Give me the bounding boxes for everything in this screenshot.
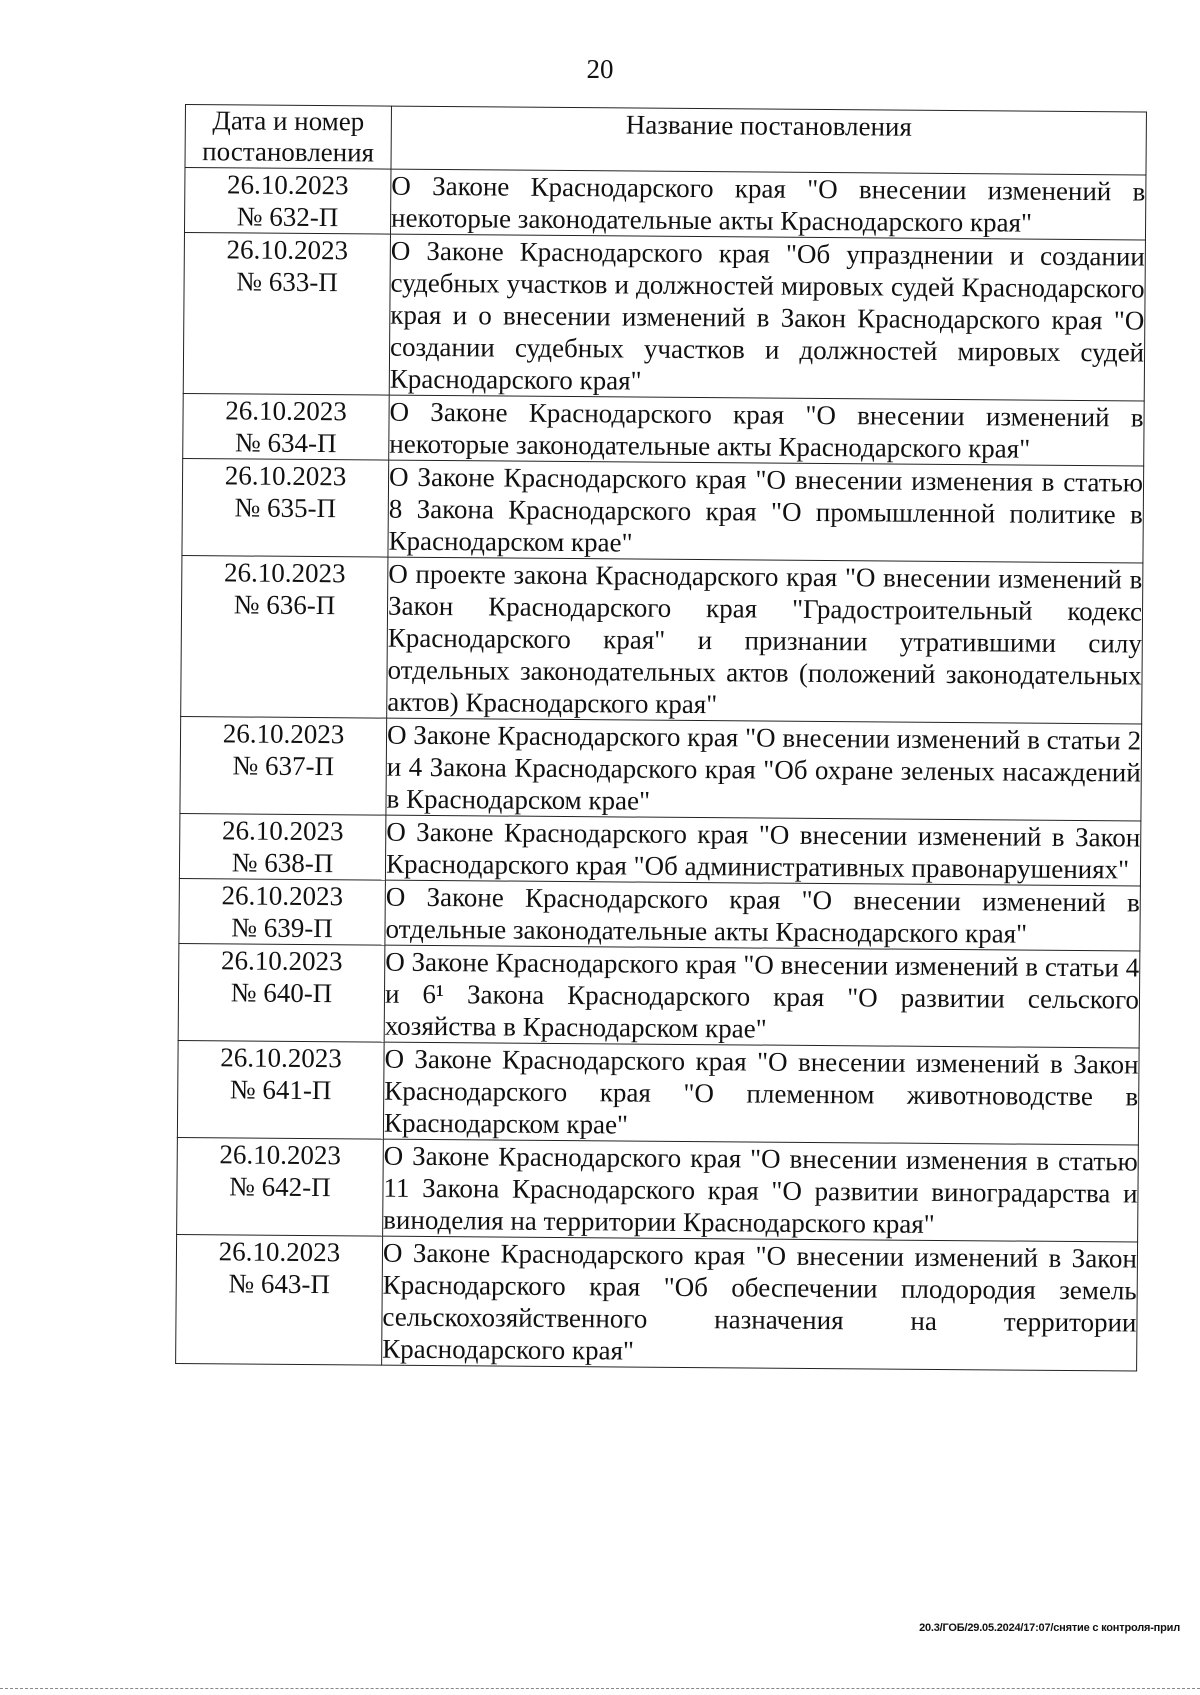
- resolution-title: О Законе Краснодарского края "О внесении изменений в Закон Краснодарского края "Об административных правонарушениях": [385, 816, 1141, 885]
- table-row: [182, 458, 1144, 563]
- resolution-number: № 634-П: [234, 427, 337, 459]
- resolution-number: № 639-П: [231, 912, 333, 944]
- resolution-number: № 642-П: [229, 1171, 331, 1203]
- resolution-title: О Законе Краснодарского края "О внесении изменений в отдельные законодательные акты Краснодарского края": [385, 880, 1140, 951]
- resolution-number: № 641-П: [229, 1074, 332, 1106]
- resolution-title: О Законе Краснодарского края "О внесении изменения в статью 8 Закона Краснодарского края "О промышленной политике в Краснодарском крае": [388, 460, 1144, 563]
- resolution-title: О Законе Краснодарского края "О внесении изменений в статьи 2 и 4 Закона Краснодарского края "Об охране зеленых насаждений в Краснодарском крае": [386, 718, 1142, 821]
- table-row: [179, 813, 1140, 886]
- resolution-date-number: [176, 1234, 383, 1365]
- document-footer-code: 20.3/ГОБ/29.05.2024/17:07/снятие с контроля-прил: [919, 1622, 1180, 1634]
- header-resolution-title: Название постановления: [391, 106, 1146, 175]
- resolution-number: № 635-П: [234, 492, 337, 524]
- scan-edge-line: [0, 1688, 1200, 1690]
- page-number: 20: [586, 54, 614, 84]
- resolution-date-number: [182, 458, 389, 557]
- table-row: [178, 943, 1140, 1048]
- resolution-title: О Законе Краснодарского края "О внесении изменения в статью 11 Закона Краснодарского края "О развитии виноградарства и виноделия на территории Краснодарского края": [383, 1139, 1139, 1242]
- resolution-number: № 636-П: [233, 589, 336, 621]
- table-row: [183, 393, 1144, 466]
- resolution-date: 26.10.2023: [220, 945, 343, 977]
- resolution-date: 26.10.2023: [222, 718, 345, 750]
- table-row: [177, 1040, 1139, 1145]
- resolution-title: О Законе Краснодарского края "О внесении изменений в статьи 4 и 6¹ Закона Краснодарского края "О развитии сельского хозяйства в Краснодарском крае": [384, 945, 1140, 1048]
- resolutions-table: [175, 104, 1147, 1372]
- resolution-date: 26.10.2023: [221, 880, 344, 912]
- table-row: [181, 555, 1143, 724]
- resolution-number: № 637-П: [232, 750, 335, 782]
- resolution-date: 26.10.2023: [219, 1139, 342, 1171]
- resolution-number: № 633-П: [236, 266, 338, 298]
- resolution-date: 26.10.2023: [220, 1042, 342, 1074]
- resolution-date-number: [177, 1137, 384, 1236]
- resolution-date: 26.10.2023: [221, 815, 344, 847]
- resolution-date: 26.10.2023: [224, 460, 347, 492]
- header-date-number: Дата и номер постановления: [185, 105, 391, 170]
- table-row: [183, 232, 1145, 401]
- resolution-number: № 643-П: [228, 1268, 331, 1300]
- resolution-title: О Законе Краснодарского края "Об упразднении и создании судебных участков и должностей мировых судей Краснодарского края и о внесении изменений в Закон Краснодарского края "О создании судебных участков и должностей мировых судей Краснодарского края": [389, 234, 1145, 401]
- resolution-date-number: [178, 943, 385, 1042]
- resolution-number: № 640-П: [230, 977, 333, 1009]
- resolution-date-number: [181, 555, 388, 718]
- resolution-date-number: [177, 1040, 384, 1139]
- resolution-date: 26.10.2023: [223, 557, 346, 589]
- resolution-date-number: [183, 393, 390, 460]
- resolution-date-number: [179, 813, 386, 880]
- table-row: [176, 1234, 1138, 1371]
- resolution-number: № 638-П: [231, 847, 334, 879]
- resolution-number: № 632-П: [236, 201, 339, 233]
- resolution-title: О Законе Краснодарского края "О внесении изменений в некоторые законодательные акты Краснодарского края": [390, 169, 1145, 240]
- resolution-date-number: [180, 716, 387, 815]
- table-row: [179, 878, 1140, 951]
- resolution-title: О Законе Краснодарского края "О внесении изменений в Закон Краснодарского края "О племенном животноводстве в Краснодарском крае": [383, 1042, 1139, 1145]
- resolution-date: 26.10.2023: [218, 1236, 341, 1268]
- resolution-date-number: [184, 168, 391, 235]
- resolution-title: О Законе Краснодарского края "О внесении изменений в некоторые законодательные акты Краснодарского края": [389, 395, 1144, 466]
- table-row: [180, 716, 1142, 821]
- resolution-title: О Законе Краснодарского края "О внесении изменений в Закон Краснодарского края "Об обеспечении плодородия земель сельскохозяйственного назначения на территории Краснодарского края": [382, 1236, 1138, 1371]
- resolution-date: 26.10.2023: [225, 395, 347, 427]
- resolution-date-number: [183, 232, 390, 395]
- table-row: [184, 168, 1145, 241]
- resolution-date: 26.10.2023: [227, 169, 349, 201]
- table-row: [177, 1137, 1139, 1242]
- resolution-date: 26.10.2023: [226, 234, 349, 266]
- resolution-title: О проекте закона Краснодарского края "О внесении изменений в Закон Краснодарского края "Градостроительный кодекс Краснодарского края" и признании утратившими силу отдельных законодательных актов (положений законодательных актов) Краснодарского края": [387, 557, 1143, 724]
- resolution-date-number: [179, 878, 386, 945]
- table-header-row: [185, 105, 1146, 176]
